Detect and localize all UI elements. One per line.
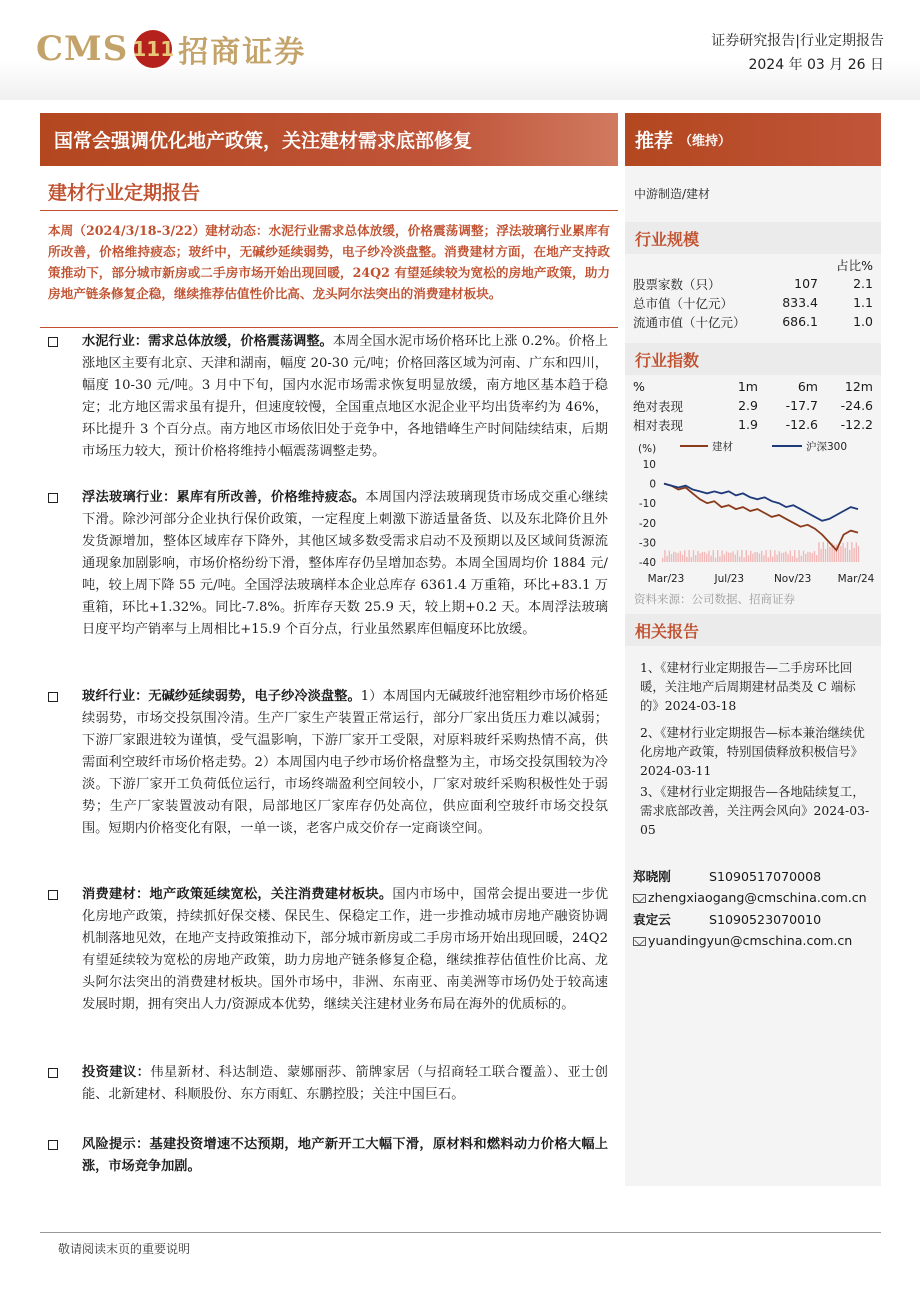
volume-bar — [704, 552, 705, 562]
volume-bar — [816, 555, 817, 562]
volume-bar — [840, 546, 841, 562]
square-bullet-icon — [48, 692, 58, 702]
volume-bar — [772, 557, 773, 562]
volume-bar — [719, 556, 720, 562]
row-value: -17.7 — [785, 398, 818, 413]
volume-bar — [794, 550, 795, 562]
volume-bar — [768, 557, 769, 562]
volume-bar — [724, 554, 725, 562]
volume-bar — [666, 556, 667, 562]
column-header: 占比% — [836, 257, 873, 273]
volume-bar — [728, 553, 729, 562]
x-tick-label: Mar/24 — [837, 573, 875, 585]
industry-index-table — [633, 377, 873, 434]
volume-bar — [820, 549, 821, 562]
y-tick-label: -40 — [638, 557, 656, 569]
volume-bar — [770, 550, 771, 562]
section-title: 行业指数 — [635, 350, 700, 370]
row-label: 总市值（十亿元） — [633, 295, 734, 311]
bullet-glass — [48, 487, 608, 641]
volume-bar — [669, 551, 670, 562]
mail-icon — [633, 937, 646, 946]
volume-bar — [774, 550, 775, 562]
bullet-body: 伟星新材、科达制造、蒙娜丽莎、箭牌家居（与招商轻工联合覆盖）、亚士创能、北新建材、科顺股份、东方雨虹、东鹏控股；关注中国巨石。 — [82, 1065, 608, 1102]
volume-bar — [829, 547, 830, 562]
related-report-date: 2024-03-18 — [664, 698, 737, 713]
volume-bar — [693, 550, 694, 562]
volume-bar — [697, 551, 698, 562]
analyst-cert: S1090523070010 — [709, 912, 822, 927]
volume-bar — [691, 557, 692, 562]
volume-bar — [706, 554, 707, 562]
volume-bar — [853, 548, 854, 562]
mail-icon — [633, 894, 646, 903]
volume-bar — [664, 550, 665, 562]
summary-paragraph: 本周（2024/3/18-3/22）建材动态：水泥行业需求总体放缓，价格震荡调整；浮法玻璃行业累库有所改善，价格维持疲态；玻纤中，无碱纱延续弱势，电子纱冷淡盘整。消费建材方面，在地产支持政策推动下，部分城市新房或二手房市场开始出现回暖，24Q2 有望延续较为宽松的房地产政策，助力房地产链条修复企稳，继续推荐估值性价比高、龙头阿尔法突出的消费建材板块。 — [48, 223, 610, 301]
index-chart-svg — [630, 438, 878, 588]
volume-bar — [818, 542, 819, 562]
column-header: 12m — [844, 379, 873, 394]
logo-cn-text: 招商证券 — [178, 35, 307, 70]
bullet-heading: 水泥行业：需求总体放缓，价格震荡调整。 — [82, 334, 333, 349]
bullet-heading: 投资建议： — [82, 1065, 151, 1080]
volume-bar — [812, 553, 813, 562]
x-tick-label: Jul/23 — [714, 573, 745, 585]
volume-bar — [851, 542, 852, 562]
volume-bar — [752, 554, 753, 562]
volume-bar — [741, 550, 742, 562]
volume-bar — [682, 555, 683, 562]
section-title: 行业规模 — [635, 229, 700, 249]
analyst-block — [633, 909, 878, 948]
volume-bar — [847, 542, 848, 562]
recommendation-rating: 推荐 — [635, 130, 674, 152]
divider — [40, 210, 618, 211]
column-header: 1m — [737, 379, 758, 394]
analyst-email[interactable]: zhengxiaogang@cmschina.com.cn — [648, 890, 867, 905]
sector-label: 中游制造/建材 — [634, 187, 711, 201]
volume-bar — [680, 551, 681, 562]
volume-bar — [754, 552, 755, 562]
table-row — [633, 293, 873, 312]
row-value: -12.2 — [840, 417, 873, 432]
volume-bar — [743, 557, 744, 562]
volume-bar — [814, 551, 815, 562]
recommendation-note: （维持） — [679, 134, 732, 149]
volume-bar — [675, 552, 676, 562]
footer-divider — [40, 1232, 881, 1233]
square-bullet-icon — [48, 337, 58, 347]
volume-bar — [805, 554, 806, 562]
volume-bar — [809, 552, 810, 562]
volume-bar — [748, 555, 749, 562]
bullet-heading: 玻纤行业：无碱纱延续弱势，电子纱冷淡盘整。 — [82, 689, 361, 704]
related-report-item[interactable] — [640, 723, 872, 780]
related-report-date: 2024-03-05 — [640, 803, 870, 837]
volume-bar — [662, 558, 663, 562]
y-tick-label: 10 — [642, 459, 656, 471]
volume-bar — [750, 551, 751, 562]
row-label: 股票家数（只） — [633, 276, 721, 292]
table-row — [633, 312, 873, 331]
series-line-index — [664, 484, 858, 521]
volume-bar — [761, 551, 762, 562]
square-bullet-icon — [48, 890, 58, 900]
volume-bar — [785, 551, 786, 562]
volume-bar — [779, 551, 780, 562]
related-report-item[interactable] — [640, 658, 872, 715]
bullet-text — [82, 884, 608, 1016]
logo-cms-text: CMS — [36, 29, 129, 69]
volume-bar — [699, 553, 700, 562]
bullet-text — [82, 331, 608, 463]
volume-bar — [790, 551, 791, 562]
page-header — [0, 0, 920, 100]
volume-bar — [759, 553, 760, 562]
volume-bar — [783, 553, 784, 562]
volume-bar — [823, 542, 824, 562]
volume-bar — [739, 556, 740, 562]
bullet-fiberglass — [48, 686, 608, 840]
section-title: 相关报告 — [635, 621, 700, 641]
y-tick-label: -30 — [638, 537, 656, 550]
table-header-row — [633, 377, 873, 396]
volume-bar — [717, 550, 718, 562]
square-bullet-icon — [48, 1140, 58, 1150]
volume-bar — [787, 554, 788, 562]
volume-bar — [735, 555, 736, 562]
analyst-email[interactable]: yuandingyun@cmschina.com.cn — [648, 933, 853, 948]
volume-bar — [765, 550, 766, 562]
volume-bar — [688, 550, 689, 562]
chart-source: 资料来源：公司数据、招商证券 — [634, 592, 795, 606]
volume-bar — [807, 552, 808, 562]
legend-label-sector: 建材 — [712, 441, 733, 453]
footer-note: 敬请阅读末页的重要说明 — [58, 1242, 191, 1256]
row-value: 2.9 — [738, 398, 758, 413]
volume-bar — [715, 558, 716, 562]
square-bullet-icon — [48, 1068, 58, 1078]
logo-mark-icon — [132, 30, 175, 68]
volume-bar — [858, 546, 859, 562]
volume-bar — [671, 554, 672, 562]
y-tick-label: 0 — [649, 478, 656, 491]
bullet-heading: 浮法玻璃行业：累库有所改善，价格维持疲态。 — [82, 490, 366, 505]
volume-bar — [737, 550, 738, 562]
volume-bar — [781, 553, 782, 562]
row-label: 绝对表现 — [633, 398, 684, 414]
volume-bar — [684, 550, 685, 562]
volume-bar — [803, 551, 804, 562]
volume-bar — [845, 548, 846, 562]
logo-mark-text: 111 — [132, 37, 175, 61]
y-tick-label: -10 — [638, 498, 656, 511]
bullet-risk — [48, 1134, 608, 1178]
bullet-text — [82, 686, 608, 840]
volume-bar — [842, 543, 843, 562]
related-report-title[interactable]: 3、《建材行业定期报告—各地陆续复工，需求底部改善，关注两会风向》 — [640, 784, 865, 818]
volume-bar — [776, 555, 777, 562]
bullet-cement — [48, 331, 608, 463]
volume-bar — [849, 550, 850, 562]
row-value: 686.1 — [782, 314, 818, 329]
series-line-sector — [664, 484, 858, 551]
related-reports-header — [625, 614, 881, 646]
bullet-text — [82, 1134, 608, 1178]
bullet-heading: 风险提示：基建投资增速不达预期，地产新开工大幅下滑，原材料和燃料动力价格大幅上涨，市场竞争加剧。 — [82, 1137, 608, 1174]
volume-bar — [710, 556, 711, 562]
report-title-bar — [40, 113, 618, 166]
volume-bar — [686, 557, 687, 562]
document-date: 2024 年 03 月 26 日 — [748, 57, 884, 73]
volume-bar — [702, 552, 703, 562]
industry-scale-table — [633, 255, 873, 331]
bullet-investment-advice — [48, 1062, 608, 1106]
recommendation-bar — [625, 113, 881, 166]
square-bullet-icon — [48, 493, 58, 503]
volume-bar — [695, 555, 696, 562]
volume-bar — [798, 550, 799, 562]
volume-bar — [677, 553, 678, 562]
bullet-body: 1）本周国内无碱玻纤池窑粗纱市场价格延续弱势，市场交投氛围冷清。生产厂家生产装置正常运行，部分厂家出货压力难以减弱；下游厂家跟进较为谨慎，受气温影响，下游厂家开工受限，对原料玻纤采购热情不高，供需面利空玻纤市场价格走势。2）本周国内电子纱市场价格盘整为主，市场交投氛围较为冷淡。下游厂家开工负荷低位运行，市场终端盈利空间较小，厂家对玻纤采购积极性处于弱势；生产厂家装置波动有限，局部地区厂家库存仍处高位，供应面利空玻纤市场交投氛围。短期内价格变化有限，一单一谈，老客户成交价存一定商谈空间。 — [82, 689, 609, 836]
volume-bar — [746, 550, 747, 562]
volume-bar — [825, 549, 826, 562]
industry-scale-header — [625, 222, 881, 254]
bullet-consumer-materials — [48, 884, 608, 1016]
volume-bar — [708, 551, 709, 562]
row-value: -24.6 — [840, 398, 873, 413]
related-report-date: 2024-03-11 — [640, 763, 712, 778]
document-type: 证券研究报告|行业定期报告 — [711, 33, 884, 49]
related-report-title[interactable]: 1、《建材行业定期报告—二手房环比回暖，关注地产后周期建材品类及 C 端标的》 — [640, 660, 856, 713]
analyst-name: 郑晓刚 — [633, 869, 671, 884]
row-value: -12.6 — [785, 417, 818, 432]
bullet-body: 国内市场中，国常会提出要进一步优化房地产政策，持续抓好保交楼、保民生、保稳定工作，进一步推动城市房地产融资协调机制落地见效，在地产支持政策推动下，部分城市新房或二手房市场开始出现回暖，24Q2 有望延续较为宽松的房地产政策，助力房地产链条修复企稳，继续推荐估值性价比高、龙头阿尔法突出的消费建材板块。国外市场中，非洲、东南亚、南美洲等市场仍处于较高速发展时期，拥有突出人力/资源成本优势，继续关注建材业务布局在海外的优质标的。 — [82, 887, 609, 1012]
volume-bar — [801, 556, 802, 562]
chart-y-label: (%) — [638, 443, 657, 455]
bullet-text — [82, 1062, 608, 1106]
row-label: 流通市值（十亿元） — [633, 314, 746, 330]
legend-label-index: 沪深300 — [806, 441, 848, 453]
column-header: 6m — [797, 379, 818, 394]
analyst-block — [633, 866, 878, 905]
volume-bar — [726, 551, 727, 562]
bullet-heading: 消费建材：地产政策延续宽松，关注消费建材板块。 — [82, 887, 393, 902]
x-tick-label: Nov/23 — [773, 573, 812, 585]
row-pct: 1.0 — [853, 314, 873, 329]
column-header: % — [633, 379, 645, 394]
bullet-text — [82, 487, 608, 641]
x-tick-label: Mar/23 — [647, 573, 685, 585]
row-value: 1.9 — [738, 417, 758, 432]
bullet-body: 本周全国水泥市场价格环比上涨 0.2%。价格上涨地区主要有北京、天津和湖南，幅度 20-30 元/吨；价格回落区域为河南、广东和四川，幅度 10-30 元/吨。3 月中下旬，国内水泥市场需求恢复明显放缓，南方地区基本趋于稳定；北方地区需求虽有提升，但速度较慢，全国重点地区水泥企业平均出货率约为 46%，环比提升 3 个百分点。南方地区市场依旧处于竞争中，各地错峰生产时间陆续结束，后期市场压力较大，预计价格将维持小幅震荡调整走势。 — [82, 334, 608, 459]
report-subtitle: 建材行业定期报告 — [48, 182, 201, 204]
related-report-item[interactable] — [640, 782, 872, 839]
index-chart — [630, 438, 878, 588]
volume-bar — [763, 555, 764, 562]
volume-bar — [792, 556, 793, 562]
table-header-row — [633, 255, 873, 274]
related-report-title[interactable]: 2、《建材行业定期报告—标本兼治继续优化房地产政策，特别国债释放积极信号》 — [640, 725, 865, 759]
report-title: 国常会强调优化地产政策，关注建材需求底部修复 — [54, 130, 473, 152]
volume-bar — [856, 543, 857, 562]
row-pct: 2.1 — [853, 276, 873, 291]
industry-index-header — [625, 343, 881, 375]
table-row — [633, 274, 873, 293]
volume-bar — [721, 550, 722, 562]
volume-bar — [673, 552, 674, 562]
volume-bar — [732, 551, 733, 562]
table-row — [633, 396, 873, 415]
row-label: 相对表现 — [633, 417, 684, 433]
volume-bar — [730, 553, 731, 562]
analyst-cert: S1090517070008 — [709, 869, 822, 884]
volume-bar — [827, 542, 828, 562]
volume-bar — [796, 558, 797, 562]
bullet-body: 本周国内浮法玻璃现货市场成交重心继续下滑。除沙河部分企业执行保价政策，一定程度上刺激下游适量备货、以及东北降价且外发货源增加，整体区域库存下降外，其他区域多数受需求启动不及预期以及区域间货源流通现象加剧影响，市场价格纷纷下滑，整体库存仍呈增加态势。本周全国周均价 1884 元/吨，较上周下降 55 元/吨。全国浮法玻璃样本企业总库存 6361.4 万重箱，环比+83.1 万重箱，环比+1.32%。同比-7.8%。折库存天数 25.9 天，较上期+0.2 天。本周浮法玻璃日度平均产销率与上周相比+15.9 个百分点，行业虽然累库但幅度环比放缓。 — [82, 490, 609, 637]
volume-bar — [757, 552, 758, 562]
row-pct: 1.1 — [853, 295, 873, 310]
analyst-name: 袁定云 — [633, 912, 671, 927]
cms-logo — [36, 28, 306, 70]
row-value: 833.4 — [782, 295, 818, 310]
y-tick-label: -20 — [638, 517, 656, 530]
volume-bar — [713, 550, 714, 562]
row-value: 107 — [794, 276, 818, 291]
divider — [40, 327, 618, 328]
table-row — [633, 415, 873, 434]
